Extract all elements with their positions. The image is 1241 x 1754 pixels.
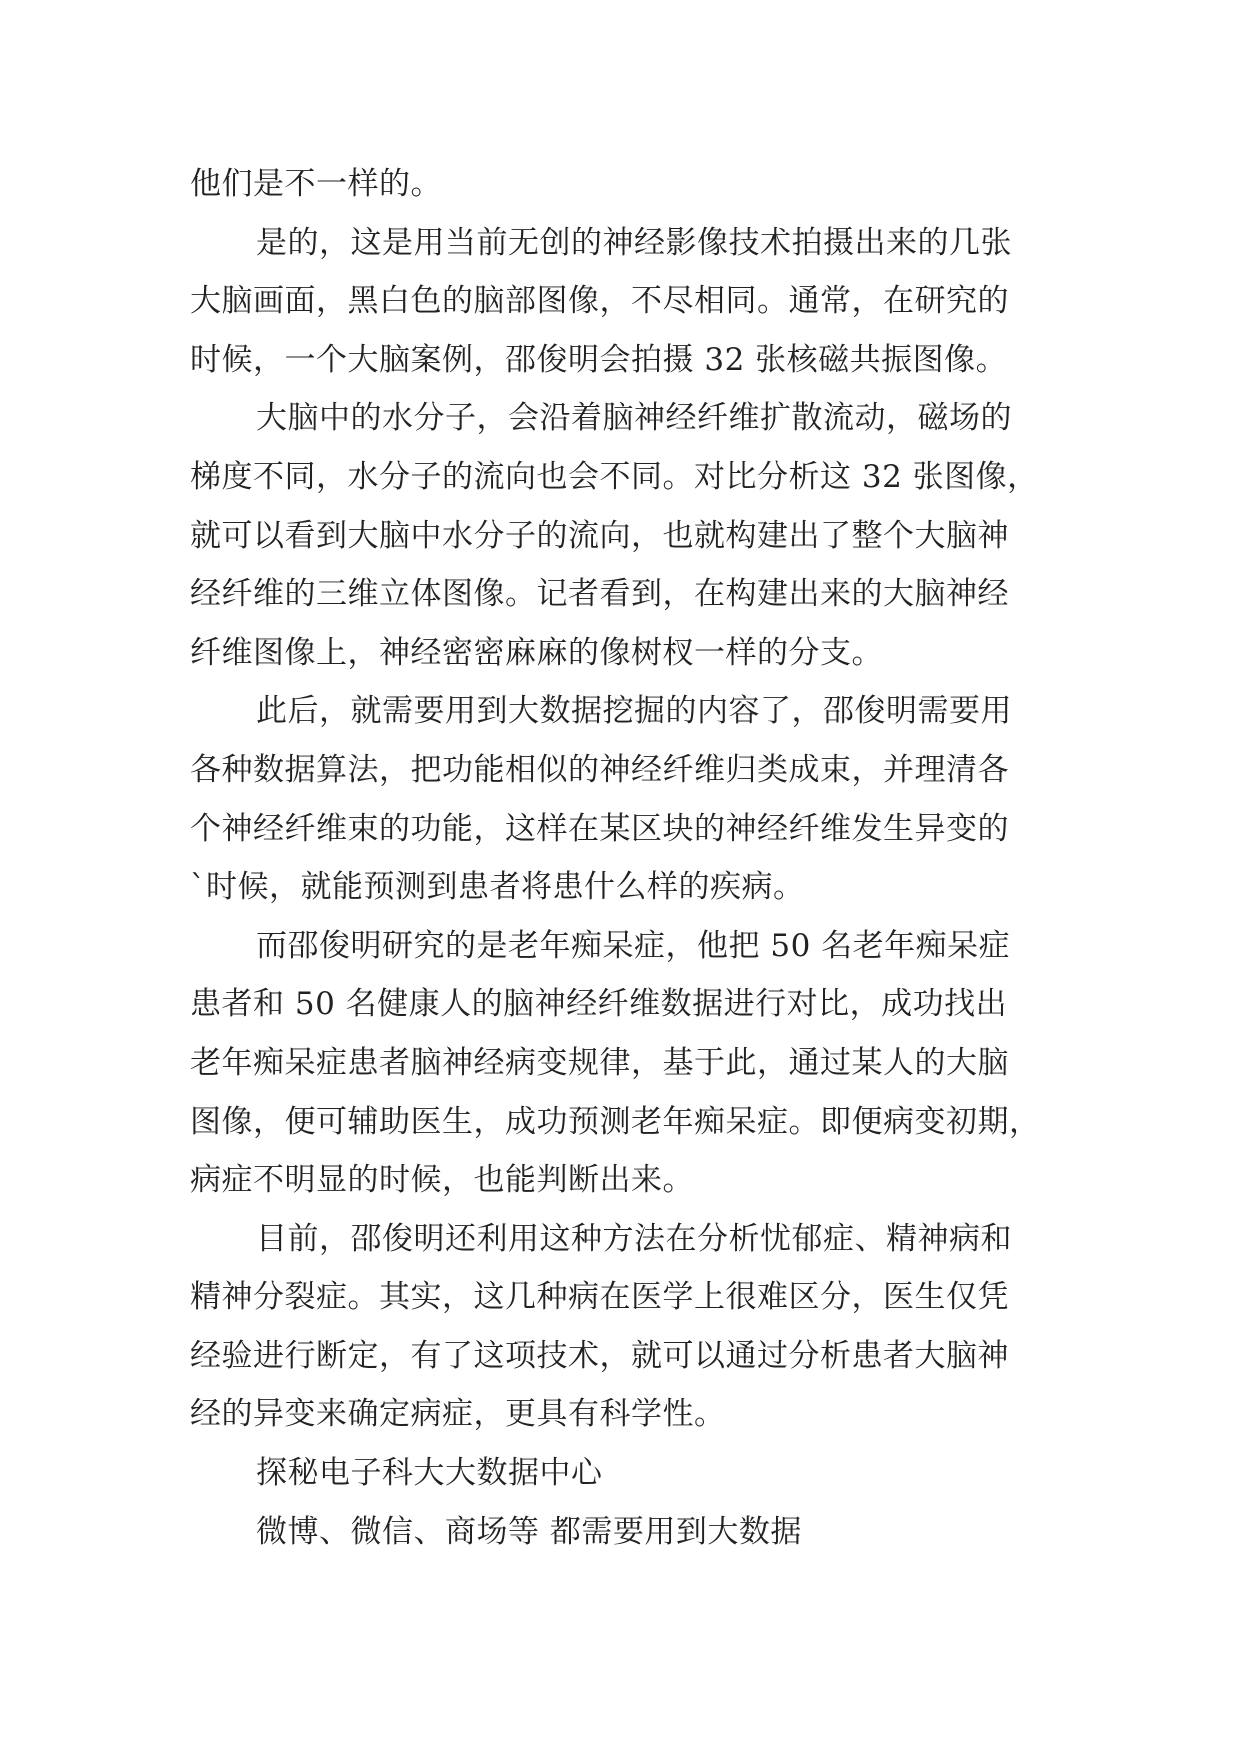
text-line: 而邵俊明研究的是老年痴呆症，他把 50 名老年痴呆症 (256, 927, 1011, 964)
text-line: 经验进行断定，有了这项技术，就可以通过分析患者大脑神 (190, 1337, 1009, 1374)
text-line: 大脑中的水分子，会沿着脑神经纤维扩散流动，磁场的 (256, 400, 1012, 437)
text-line: 图像，便可辅助医生，成功预测老年痴呆症。即便病变初期， (190, 1103, 1041, 1140)
text-line: 个神经纤维束的功能，这样在某区块的神经纤维发生异变的 (190, 810, 1009, 847)
text-line: 老年痴呆症患者脑神经病变规律，基于此，通过某人的大脑 (190, 1044, 1009, 1081)
text-line: 各种数据算法，把功能相似的神经纤维归类成束，并理清各 (190, 751, 1009, 788)
text-line: `时候，就能预测到患者将患什么样的疾病。 (190, 869, 805, 906)
text-line: 精神分裂症。其实，这几种病在医学上很难区分，医生仅凭 (190, 1279, 1009, 1316)
text-line: 是的，这是用当前无创的神经影像技术拍摄出来的几张 (256, 224, 1012, 261)
text-line: 时候，一个大脑案例，邵俊明会拍摄 32 张核磁共振图像。 (190, 341, 1008, 378)
text-line: 纤维图像上，神经密密麻麻的像树杈一样的分支。 (190, 634, 883, 671)
text-line: 经的异变来确定病症，更具有科学性。 (190, 1396, 726, 1433)
body-text (190, 155, 1060, 1561)
text-line: 大脑画面，黑白色的脑部图像，不尽相同。通常，在研究的 (190, 283, 1009, 320)
text-line: 探秘电子科大大数据中心 (256, 1455, 603, 1492)
text-line: 病症不明显的时候，也能判断出来。 (190, 1162, 694, 1199)
text-line: 就可以看到大脑中水分子的流向，也就构建出了整个大脑神 (190, 517, 1009, 554)
text-line: 经纤维的三维立体图像。记者看到，在构建出来的大脑神经 (190, 576, 1009, 613)
text-line: 他们是不一样的。 (190, 166, 442, 202)
text-line: 梯度不同，水分子的流向也会不同。对比分析这 32 张图像， (190, 458, 1039, 495)
text-line: 此后，就需要用到大数据挖掘的内容了，邵俊明需要用 (256, 693, 1012, 730)
text-line: 患者和 50 名健康人的脑神经纤维数据进行对比，成功找出 (190, 986, 1008, 1023)
text-line: 目前，邵俊明还利用这种方法在分析忧郁症、精神病和 (256, 1220, 1012, 1257)
text-line: 微博、微信、商场等 都需要用到大数据 (256, 1513, 802, 1550)
